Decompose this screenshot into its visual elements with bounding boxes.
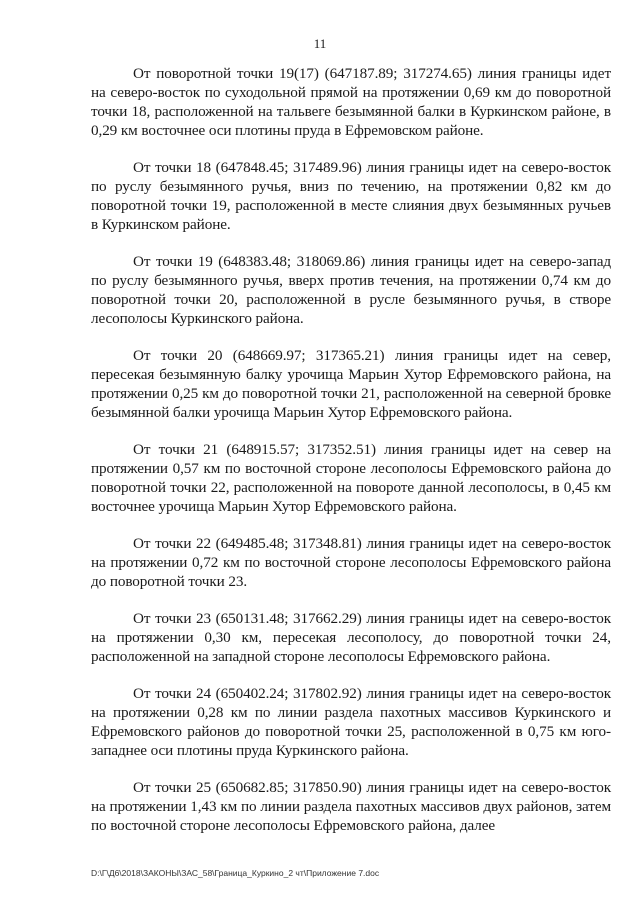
paragraph-point-25: От точки 25 (650682.85; 317850.90) линия границы идет на северо-восток на протяжении 1,43 км по линии раздела пахотных массивов двух районов, затем по восточной стороне лесополосы Ефремовского района, далее: [91, 779, 611, 834]
paragraph-point-24: От точки 24 (650402.24; 317802.92) линия границы идет на северо-восток на протяжении 0,28 км по линии раздела пахотных массивов Куркинского и Ефремовского районов до поворотной точки 25, расположенной в 0,75 км юго-западнее оси плотины пруда Куркинского района.: [91, 685, 611, 759]
page-number: 11: [313, 36, 327, 51]
paragraph-point-22: От точки 22 (649485.48; 317348.81) линия границы идет на северо-восток на протяжении 0,72 км по восточной стороне лесополосы Ефремовского района до поворотной точки 23.: [91, 535, 611, 590]
paragraph-point-19-17: От поворотной точки 19(17) (647187.89; 317274.65) линия границы идет на северо-восток по суходольной прямой на протяжении 0,69 км до поворотной точки 18, расположенной на тальвеге безымянной балки в Куркинском районе, в 0,29 км восточнее оси плотины пруда в Ефремовском районе.: [91, 65, 611, 139]
paragraph-point-20: От точки 20 (648669.97; 317365.21) линия границы идет на север, пересекая безымянную балку урочища Марьин Хутор Ефремовского района, на протяжении 0,25 км до поворотной точки 21, расположенной на северной бровке безымянной балки урочища Марьин Хутор Ефремовского района.: [91, 347, 611, 421]
paragraph-point-18: От точки 18 (647848.45; 317489.96) линия границы идет на северо-восток по руслу безымянного ручья, вниз по течению, на протяжении 0,82 км до поворотной точки 19, расположенной в месте слияния двух безымянных ручьев в Куркинском районе.: [91, 159, 611, 233]
file-path-footer: D:\Г\Д6\2018\ЗАКОНЫ\ЗАС_58\Граница_Куркино_2 чт\Приложение 7.doc: [91, 868, 380, 878]
paragraph-point-23: От точки 23 (650131.48; 317662.29) линия границы идет на северо-восток на протяжении 0,30 км, пересекая лесополосу, до поворотной точки 24, расположенной на западной стороне лесополосы Ефремовского района.: [91, 610, 611, 665]
paragraph-point-19: От точки 19 (648383.48; 318069.86) линия границы идет на северо-запад по руслу безымянного ручья, вверх против течения, на протяжении 0,74 км до поворотной точки 20, расположенной в русле безымянного ручья, в створе лесополосы Куркинского района.: [91, 253, 611, 327]
paragraph-point-21: От точки 21 (648915.57; 317352.51) линия границы идет на север на протяжении 0,57 км по восточной стороне лесополосы Ефремовского района до поворотной точки 22, расположенной на повороте данной лесополосы, в 0,45 км восточнее урочища Марьин Хутор Ефремовского района.: [91, 441, 611, 515]
document-body: [91, 64, 611, 853]
